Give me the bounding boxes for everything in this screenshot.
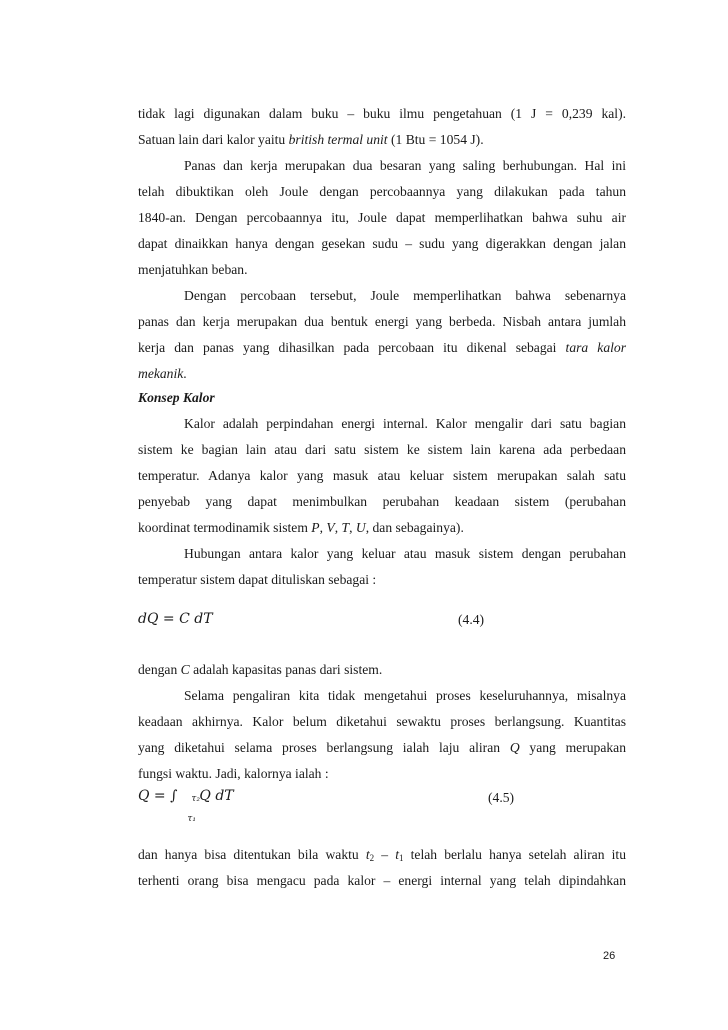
text-line: dan hanya bisa ditentukan bila waktu $t_2 - t_1$ telah berlalu hanya setelah aliran itu [138,847,626,863]
text-line: fungsi waktu. Jadi, kalornya ialah : [138,766,329,781]
paragraph-waktu [138,842,626,894]
text-line: Hubungan antara kalor yang keluar atau masuk sistem dengan perubahan [184,546,626,561]
text-line: temperatur. Adanya kalor yang masuk atau keluar sistem merupakan salah satu [138,468,626,483]
text-line: Selama pengaliran kita tidak mengetahui proses keseluruhannya, misalnya [184,688,626,703]
text-line: Satuan lain dari kalor yaitu british termal unit (1 Btu = 1054 J). [138,132,484,147]
text-line: menjatuhkan beban. [138,262,248,277]
text-line: dapat dinaikkan hanya dengan gesekan sudu – sudu yang digerakkan dengan jalan [138,236,626,251]
italic-term: mekanik [138,366,184,381]
text-line: tidak lagi digunakan dalam buku – buku ilmu pengetahuan (1 J = 0,239 kal). [138,106,626,121]
italic-term: british termal unit [288,132,388,147]
text-line: yang diketahui selama proses berlangsung ialah laju aliran Q yang merupakan [138,740,626,755]
paragraph-intro [138,101,626,387]
paragraph-kapasitas [138,657,626,787]
page-number: 26 [603,950,616,962]
text-line: terhenti orang bisa mengacu pada kalor – energi internal yang telah dipindahkan [138,873,626,888]
text-line: Panas dan kerja merupakan dua besaran yang saling berhubungan. Hal ini [184,158,626,173]
text-line: penyebab yang dapat menimbulkan perubahan keadaan sistem (perubahan [138,494,626,509]
text-line: Dengan percobaan tersebut, Joule memperlihatkan bahwa sebenarnya [184,288,626,303]
text-line: keadaan akhirnya. Kalor belum diketahui sewaktu proses berlangsung. Kuantitas [138,714,626,729]
text-line: telah dibuktikan oleh Joule dengan percobaannya yang dilakukan pada tahun [138,184,626,199]
equation-number: (4.4) [458,612,485,627]
paragraph-konsep [138,411,626,593]
text-line: dengan C adalah kapasitas panas dari sistem. [138,662,383,677]
equation-number: (4.5) [488,790,515,805]
text-line: koordinat termodinamik sistem P, V, T, U, dan sebagainya). [138,520,464,535]
italic-term: tara kalor [565,340,626,355]
text-line: temperatur sistem dapat dituliskan sebagai : [138,572,377,587]
text-line: kerja dan panas yang dihasilkan pada percobaan itu dikenal sebagai tara kalor [138,340,626,355]
equation-4-5: Q = ∫ τ₂ τ₁ Q dT [138,788,234,824]
text-line: Kalor adalah perpindahan energi internal. Kalor mengalir dari satu bagian [184,416,626,431]
text-line: panas dan kerja merupakan dua bentuk energi yang berbeda. Nisbah antara jumlah [138,314,626,329]
section-heading: Konsep Kalor [138,390,215,405]
text-line: mekanik. [138,366,187,381]
equation-4-4: dQ = C dT [138,611,213,627]
text-line: sistem ke bagian lain atau dari satu sistem ke sistem lain karena ada perbedaan [138,442,626,457]
text-line: 1840-an. Dengan percobaannya itu, Joule dapat memperlihatkan bahwa suhu air [138,210,626,225]
